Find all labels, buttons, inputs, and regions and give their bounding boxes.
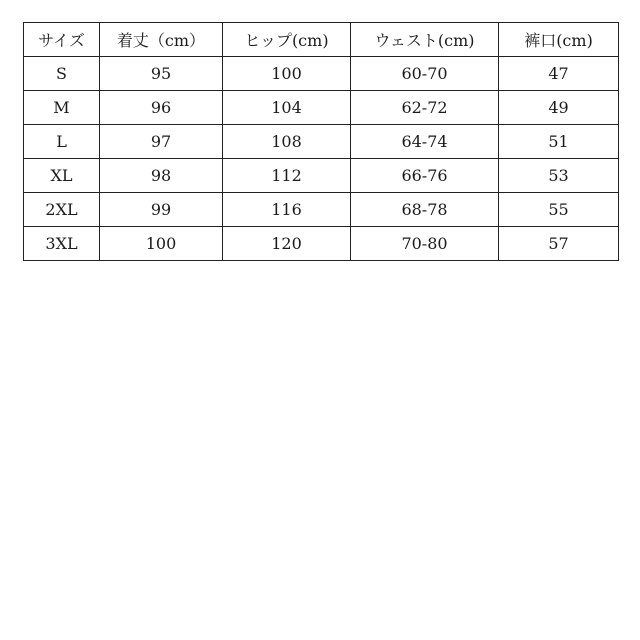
cell-length: 100 bbox=[100, 227, 223, 261]
cell-size: S bbox=[24, 57, 100, 91]
table-row bbox=[24, 227, 619, 261]
cell-waist: 60-70 bbox=[351, 57, 499, 91]
cell-size: L bbox=[24, 125, 100, 159]
cell-hip: 120 bbox=[223, 227, 351, 261]
cell-hip: 116 bbox=[223, 193, 351, 227]
header-hem: 裤口(cm) bbox=[499, 23, 619, 57]
cell-length: 98 bbox=[100, 159, 223, 193]
cell-length: 96 bbox=[100, 91, 223, 125]
cell-hem: 55 bbox=[499, 193, 619, 227]
cell-size: M bbox=[24, 91, 100, 125]
table-row bbox=[24, 91, 619, 125]
cell-hip: 104 bbox=[223, 91, 351, 125]
cell-hem: 51 bbox=[499, 125, 619, 159]
table-row bbox=[24, 193, 619, 227]
table-row bbox=[24, 57, 619, 91]
cell-length: 95 bbox=[100, 57, 223, 91]
cell-size: XL bbox=[24, 159, 100, 193]
table-row bbox=[24, 159, 619, 193]
header-waist: ウェスト(cm) bbox=[351, 23, 499, 57]
cell-length: 97 bbox=[100, 125, 223, 159]
cell-size: 2XL bbox=[24, 193, 100, 227]
cell-hem: 53 bbox=[499, 159, 619, 193]
header-length: 着丈（cm） bbox=[100, 23, 223, 57]
cell-hip: 108 bbox=[223, 125, 351, 159]
cell-hem: 47 bbox=[499, 57, 619, 91]
cell-waist: 62-72 bbox=[351, 91, 499, 125]
size-chart-table bbox=[23, 22, 619, 261]
cell-length: 99 bbox=[100, 193, 223, 227]
cell-size: 3XL bbox=[24, 227, 100, 261]
cell-hem: 57 bbox=[499, 227, 619, 261]
table-row bbox=[24, 125, 619, 159]
header-hip: ヒップ(cm) bbox=[223, 23, 351, 57]
cell-waist: 66-76 bbox=[351, 159, 499, 193]
header-row bbox=[24, 23, 619, 57]
cell-waist: 70-80 bbox=[351, 227, 499, 261]
header-size: サイズ bbox=[24, 23, 100, 57]
cell-waist: 68-78 bbox=[351, 193, 499, 227]
cell-hip: 100 bbox=[223, 57, 351, 91]
cell-hip: 112 bbox=[223, 159, 351, 193]
cell-waist: 64-74 bbox=[351, 125, 499, 159]
cell-hem: 49 bbox=[499, 91, 619, 125]
